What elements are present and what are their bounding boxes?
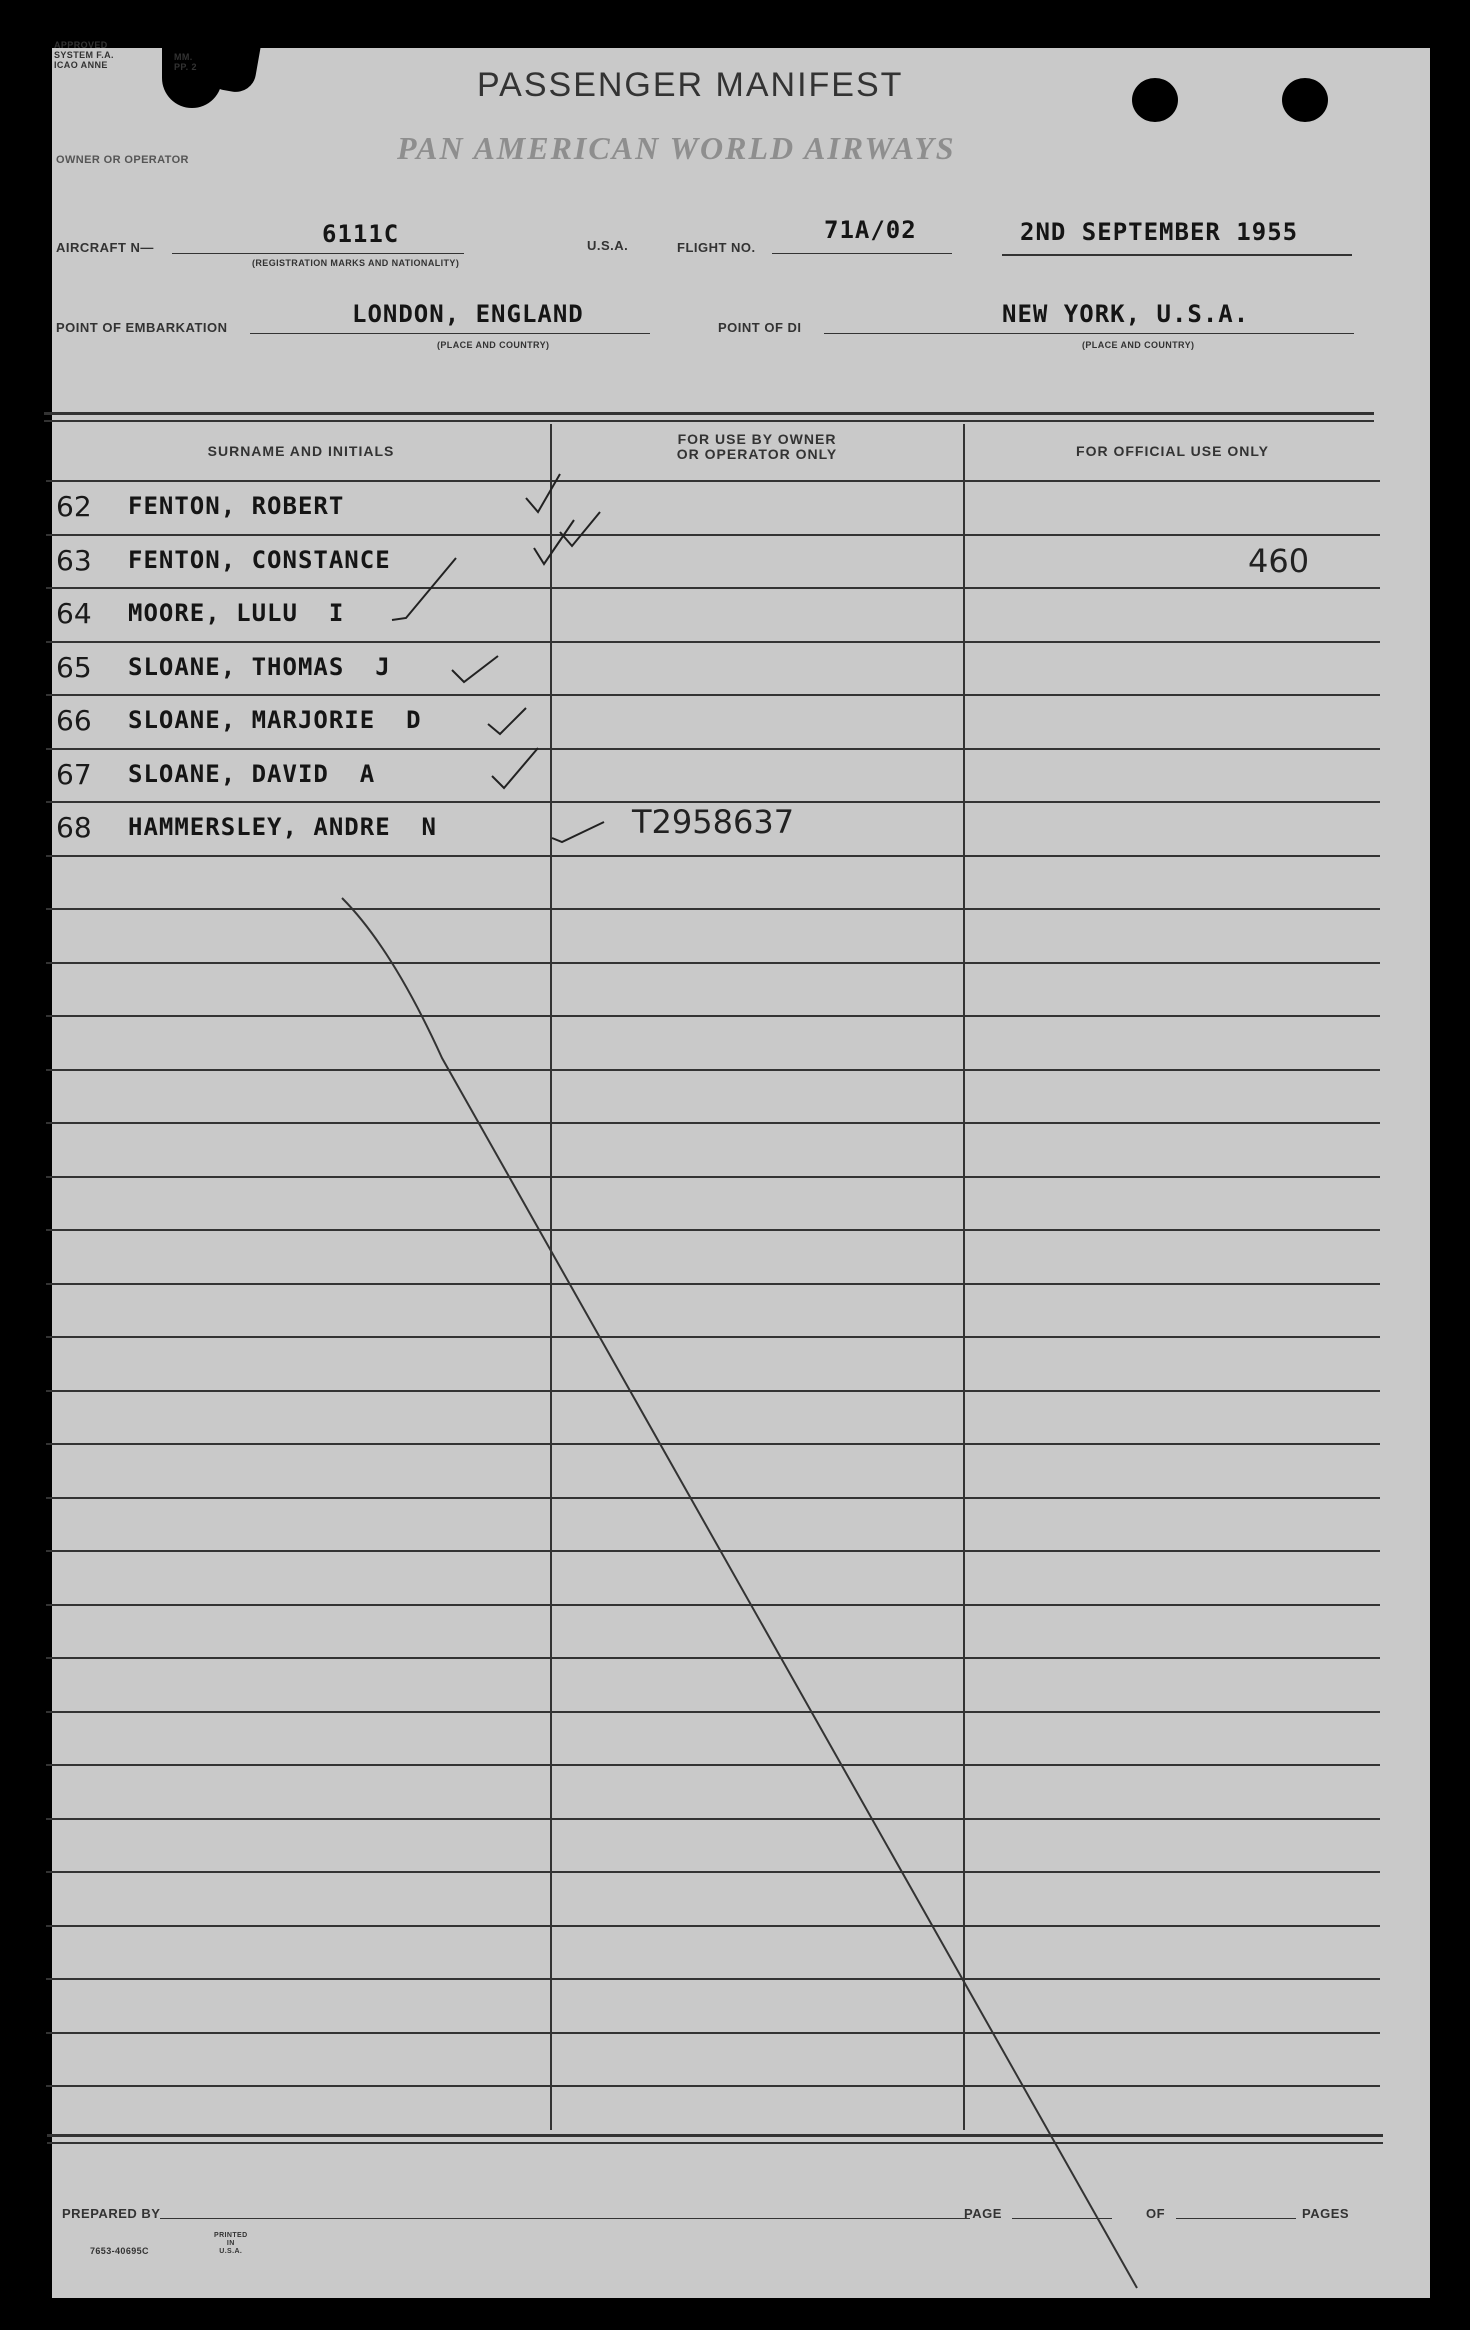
row-number: 65 <box>56 651 92 684</box>
approval-right-2: PP. 2 <box>174 62 197 72</box>
passenger-name: FENTON, ROBERT <box>128 492 345 520</box>
check-mark-66 <box>488 708 526 734</box>
row-number: 66 <box>56 704 92 737</box>
printed-line-2: IN <box>226 2240 235 2247</box>
cancellation-stroke <box>52 48 1430 2298</box>
check-mark-64 <box>392 558 456 620</box>
prepared-label: PREPARED BY <box>62 2206 161 2221</box>
column-header-official: FOR OFFICIAL USE ONLY <box>1076 443 1269 459</box>
usa-label: U.S.A. <box>587 238 629 253</box>
cancellation-line <box>342 898 1137 2288</box>
aircraft-value: 6111C <box>322 220 400 248</box>
row-number: 68 <box>56 811 92 844</box>
embark-sub: (PLACE AND COUNTRY) <box>437 340 550 350</box>
owner-label: OWNER OR OPERATOR <box>56 154 189 166</box>
aircraft-label: AIRCRAFT N— <box>56 240 154 255</box>
passenger-name: SLOANE, THOMAS J <box>128 653 391 681</box>
form-code: 7653-40695C <box>90 2246 149 2256</box>
flight-label: FLIGHT NO. <box>677 240 756 255</box>
row-number: 64 <box>56 597 92 630</box>
aircraft-sub: (REGISTRATION MARKS AND NATIONALITY) <box>252 258 460 268</box>
row-number: 67 <box>56 758 92 791</box>
passenger-name: SLOANE, MARJORIE D <box>128 706 422 734</box>
disembark-value: NEW YORK, U.S.A. <box>1002 300 1250 328</box>
check-mark-65 <box>452 656 498 682</box>
approval-line-1: APPROVED <box>54 40 108 50</box>
row-number: 63 <box>56 544 92 577</box>
approval-right-1: MM. <box>174 52 193 62</box>
page-label: PAGE <box>964 2206 1002 2221</box>
check-mark-62 <box>526 474 560 512</box>
pages-label: PAGES <box>1302 2206 1350 2221</box>
column-header-operator-line1: FOR USE BY OWNER <box>677 431 837 447</box>
passenger-name: FENTON, CONSTANCE <box>128 546 391 574</box>
passenger-name: HAMMERSLEY, ANDRE N <box>128 813 437 841</box>
page-title: PASSENGER MANIFEST <box>477 66 904 104</box>
embark-label: POINT OF EMBARKATION <box>56 320 228 335</box>
passenger-name: SLOANE, DAVID A <box>128 760 376 788</box>
column-header-name: SURNAME AND INITIALS <box>207 443 395 459</box>
date-value: 2ND SEPTEMBER 1955 <box>1020 218 1299 246</box>
passenger-name: MOORE, LULU I <box>128 599 345 627</box>
manifest-sheet <box>52 40 1430 2298</box>
check-mark-68 <box>552 822 604 842</box>
embark-value: LONDON, ENGLAND <box>352 300 584 328</box>
disembark-label: POINT OF DI <box>718 320 802 335</box>
printed-line-3: U.S.A. <box>219 2248 243 2255</box>
of-label: OF <box>1146 2206 1166 2221</box>
check-mark-67 <box>492 748 538 788</box>
official-note: 460 <box>1248 542 1310 580</box>
approval-line-2: SYSTEM F.A. <box>54 50 114 60</box>
operator-note: T2958637 <box>632 803 795 841</box>
row-number: 62 <box>56 490 92 523</box>
check-mark-62b <box>560 512 600 546</box>
flight-value: 71A/02 <box>824 216 917 244</box>
column-header-operator-line2: OR OPERATOR ONLY <box>676 446 838 462</box>
disembark-sub: (PLACE AND COUNTRY) <box>1082 340 1195 350</box>
printed-line-1: PRINTED <box>214 2232 248 2239</box>
owner-stamp: PAN AMERICAN WORLD AIRWAYS <box>397 130 956 166</box>
approval-line-3: ICAO ANNE <box>54 60 108 70</box>
